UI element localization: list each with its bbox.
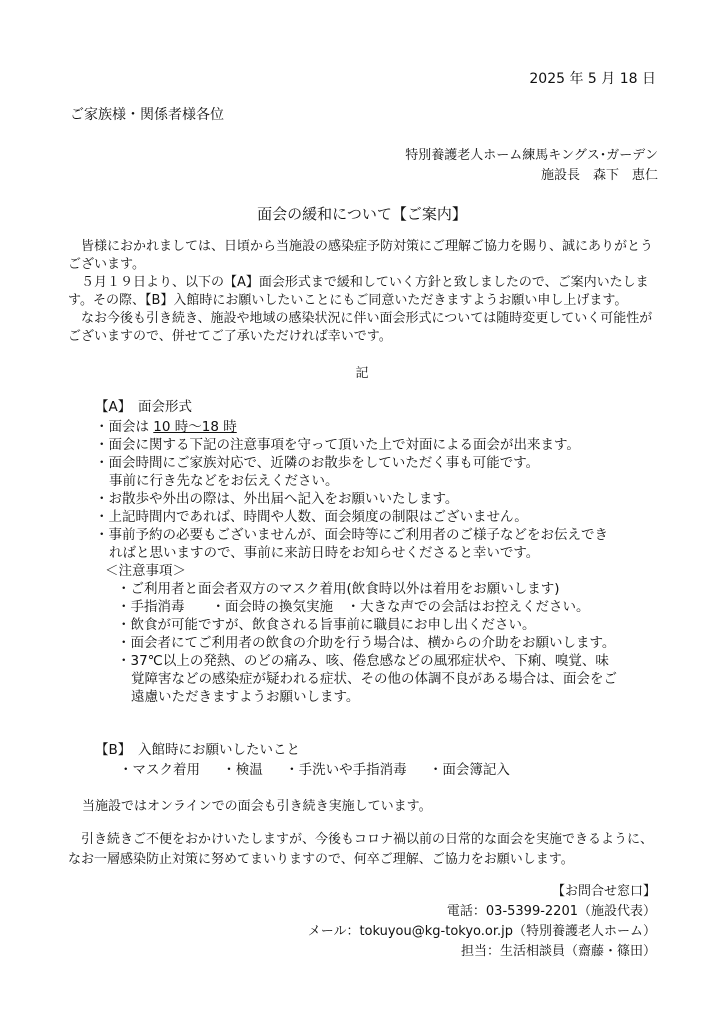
contact-person: 担当：生活相談員（齋藤・篠田） [460,944,656,959]
note-item: ・ご利用者と面会者双方のマスク着用(飲食時以外は着用をお願いします) [117,581,560,597]
section-b [95,740,510,780]
section-a-bullet: ・面会時間にご家族対応で、近隣のお散歩をしていただく事も可能です。 [95,455,540,471]
section-a-bullet: ・お散歩や外出の際は、外出届へ記入をお願いいたします。 [95,491,459,507]
note-item: ・面会者にてご利用者の飲食の介助を行う場合は、横からの介助をお願いします。 [117,635,616,651]
section-a-bullet: 事前に行き先などをお伝えください。 [109,473,339,489]
document-date: 2025 年 5 月 18 日 [529,71,656,87]
intro-paragraph: ５月１９日より、以下の【A】面会形式まで緩和していく方針と致しましたので、ご案内いたします。その際、【B】入館時にお願いしたいことにもご同意いただきますようお願い申し上げます。 [68,275,649,308]
director-name: 施設長 森下 恵仁 [540,168,658,183]
note-item: ・37℃以上の発熱、のどの痛み、咳、倦怠感などの風邪症状や、下痢、嗅覚、味 [117,653,609,669]
contact-heading: 【お問合せ窓口】 [551,884,656,899]
notes-heading: ＜注意事項＞ [105,563,186,579]
section-b-item: ・検温 [222,762,263,778]
section-b-heading: 【B】 入館時にお願いしたいこと [95,742,301,758]
section-a-bullet: ればと思いますので、事前に来訪日時をお知らせくださると幸いです。 [109,545,540,561]
closing-paragraph: 引き続きご不便をおかけいたしますが、今後もコロナ禍以前の日常的な面会を実施できるように、なお一層感染防止対策に努めてまいりますので、何卒ご理解、ご協力をお願いします。 [68,832,654,867]
intro-paragraph: 皆様におかれましては、日頃から当施設の感染症予防対策にご理解ご協力を賜り、誠にありがとうございます。 [68,239,654,272]
note-item: 覚障害などの感染症が疑われる症状、その他の体調不良がある場合は、面会をご [131,671,617,687]
document-title: 面会の緩和について【ご案内】 [257,205,467,223]
facility-name: 特別養護老人ホーム練馬キングス･ガーデン [405,148,658,163]
visiting-hours-prefix: ・面会は [95,419,154,435]
section-a [95,398,665,706]
note-item: 遠慮いただきますようお願いします。 [131,689,360,705]
section-b-items [95,760,510,780]
online-visit-note: 当施設ではオンラインでの面会も引き続き実施しています。 [82,799,432,814]
visiting-hours-value: 10 時〜18 時 [153,419,237,435]
section-b-item: ・面会簿記入 [428,762,510,778]
section-a-bullet: ・面会に関する下記の注意事項を守って頂いた上で対面による面会が出来ます。 [95,437,580,453]
section-b-item: ・手洗いや手指消毒 [285,762,407,778]
note-item: ・飲食が可能ですが、飲食される旨事前に職員にお申し出ください。 [117,617,536,633]
section-a-bullet: ・上記時間内であれば、時間や人数、面会頻度の制限はございません。 [95,509,528,525]
intro-text [68,238,658,346]
visiting-hours [95,418,665,436]
addressee: ご家族様・関係者様各位 [70,107,224,123]
contact-block [308,882,656,962]
contact-phone: 電話：03-5399-2201（施設代表） [446,904,656,919]
notes-list [95,580,665,706]
section-b-item: ・マスク着用 [119,762,200,778]
contact-email: メール：tokuyou@kg-tokyo.or.jp（特別養護老人ホーム） [307,924,656,939]
section-a-bullet: ・事前予約の必要もございませんが、面会時等にご利用者のご様子などをお伝えでき [95,527,608,543]
note-item: ・手指消毒 ・面会時の換気実施 ・大きな声での会話はお控えください。 [117,599,590,615]
ki-heading: 記 [355,366,369,381]
section-a-heading: 【A】 面会形式 [95,399,192,415]
intro-paragraph: なお今後も引き続き、施設や地域の感染状況に伴い面会形式については随時変更していく可能性がございますので、併せてご了承いただければ幸いです。 [68,311,653,344]
sender-block [405,146,658,186]
closing-text [68,830,658,870]
